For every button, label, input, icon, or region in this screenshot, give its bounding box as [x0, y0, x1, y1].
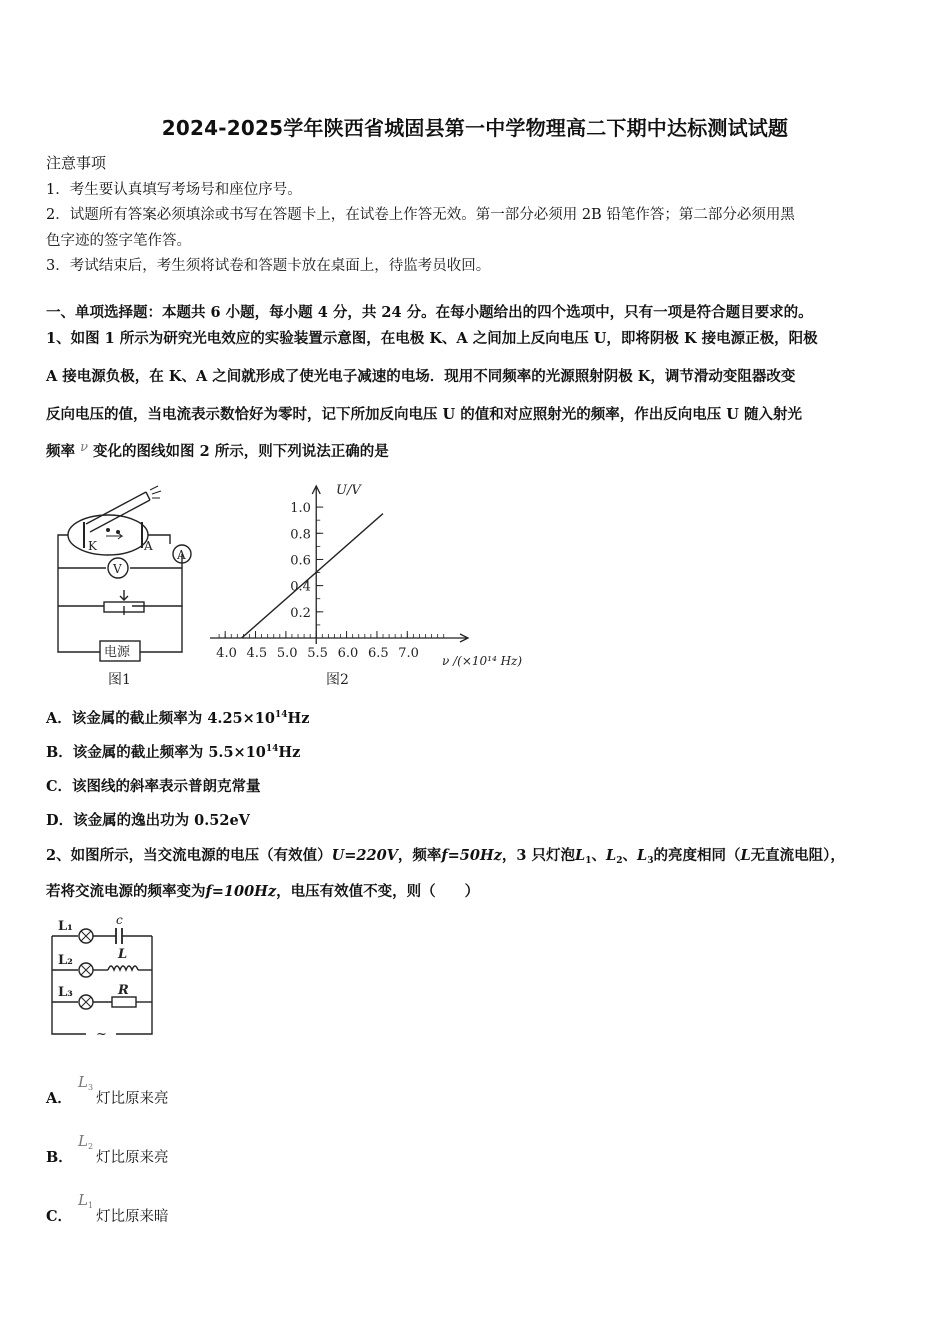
text-span: ，3 只灯泡: [501, 847, 576, 864]
question-1-line: 1、如图 1 所示为研究光电效应的实验装置示意图，在电极 K、A 之间加上反向电压 U，即将阴极 K 接电源正极，阳极: [46, 330, 818, 347]
symbol-sub: 2: [87, 1142, 94, 1151]
light-source: [86, 492, 150, 532]
option-unit: Hz: [287, 710, 310, 727]
label-k: K: [88, 539, 97, 553]
notice-item: 2．试题所有答案必须填涂或书写在答题卡上，在试卷上作答无效。第一部分必须用 2B 铅笔作答；第二部分必须用黑: [46, 207, 795, 223]
figure-q2-circuit: [46, 912, 161, 1040]
voltage-value: U=220V: [331, 847, 398, 864]
label-l: L: [118, 947, 128, 962]
chart-x-tick-label: 6.0: [337, 646, 359, 661]
voltmeter-label: V: [113, 562, 122, 576]
q2-option-a[interactable]: [46, 1087, 72, 1108]
resistor: [112, 997, 136, 1007]
lamp-sub: 2: [616, 856, 623, 866]
frequency-value: f=100Hz: [205, 883, 277, 900]
figure-2-chart: [206, 478, 536, 692]
option-sup: 14: [265, 744, 279, 754]
chart-x-tick-label: 5.0: [276, 646, 298, 661]
chart-y-axis-label: U/V: [336, 483, 361, 498]
q1-option-b[interactable]: [46, 741, 300, 762]
question-1-line: A 接电源负极，在 K、A 之间就形成了使光电子减速的电场．现用不同频率的光源照射阴极 K，调节滑动变阻器改变: [46, 368, 796, 385]
option-text: 该金属的截止频率为 5.5×10: [72, 744, 266, 761]
option-text: 灯比原来亮: [96, 1091, 169, 1107]
chart-x-tick-label: 4.0: [216, 646, 237, 661]
option-text: 灯比原来亮: [96, 1150, 169, 1166]
symbol-sub: 1: [87, 1201, 94, 1210]
q1-option-a[interactable]: [46, 707, 309, 728]
lamp-sub: 1: [585, 856, 592, 866]
capacitor: [116, 928, 122, 944]
symbol-sub: 3: [87, 1083, 94, 1092]
label-a: A: [144, 539, 153, 553]
notice-item: 3．考试结束后，考生须将试卷和答题卡放在桌面上，待监考员收回。: [46, 258, 491, 274]
symbol-letter: L: [78, 1073, 88, 1091]
chart-x-tick-label: 5.5: [307, 646, 328, 661]
text-span: 的亮度相同（: [653, 847, 741, 864]
figure-1-caption: 图1: [108, 672, 131, 688]
q1-option-c[interactable]: [46, 775, 261, 796]
chart-y-tick-label: 0.4: [290, 579, 311, 595]
source-label: 电源: [104, 645, 131, 660]
option-letter: C．: [46, 778, 73, 795]
option-letter: A．: [46, 1090, 72, 1107]
label-r: R: [118, 983, 129, 998]
notice-item: 色字迹的签字笔作答。: [46, 233, 191, 249]
chart-y-tick-label: 0.6: [290, 553, 311, 569]
notice-heading: 注意事项: [46, 154, 107, 172]
text-span: 2、如图所示，当交流电源的电压（有效值）: [46, 847, 332, 864]
option-text: 该金属的截止频率为 4.25×10: [71, 710, 275, 727]
option-letter: B．: [46, 744, 73, 761]
symbol-letter: L: [78, 1191, 88, 1209]
phototube: [68, 515, 148, 555]
label-l1: L₁: [58, 919, 73, 934]
option-letter: A．: [46, 710, 72, 727]
question-1-line-last: [46, 440, 389, 461]
text-span: 、: [622, 847, 637, 864]
text-span: 、: [591, 847, 607, 864]
q2-option-c[interactable]: [46, 1205, 72, 1226]
chart-y-tick-label: 0.8: [290, 527, 311, 543]
question-2-line: [46, 844, 845, 866]
lamp-symbol: L: [636, 847, 648, 864]
text-span: 若将交流电源的频率变为: [46, 883, 206, 900]
text-span: 变化的图线如图 2 所示，则下列说法正确的是: [93, 443, 389, 460]
chart-x-tick-label: 4.5: [246, 646, 268, 661]
lamp-symbol: L: [606, 847, 617, 864]
question-1-line: 反向电压的值，当电流表示数恰好为零时，记下所加反向电压 U 的值和对应照射光的频率，作出反向电压 U 随入射光: [46, 406, 802, 423]
inductor: [108, 966, 138, 970]
question-2-line: [46, 880, 479, 901]
lamp-symbol: L: [575, 847, 586, 864]
label-l3: L₃: [58, 985, 73, 1000]
text-span: ，电压有效值不变，则（ ）: [276, 883, 480, 900]
nu-symbol: ν: [80, 440, 88, 455]
option-sup: 14: [274, 710, 288, 720]
option-letter: D．: [46, 812, 74, 829]
option-letter: B．: [46, 1149, 73, 1166]
symbol-letter: L: [78, 1132, 88, 1150]
q1-option-d[interactable]: [46, 809, 250, 830]
ac-source-label: ~: [96, 1027, 107, 1040]
option-text: 该金属的逸出功为 0.52eV: [73, 812, 250, 829]
ammeter-label: A: [177, 548, 186, 562]
text-span: 无直流电阻），: [750, 847, 845, 864]
notice-item: 1．考生要认真填写考场号和座位序号。: [46, 182, 302, 198]
chart-x-tick-label: 7.0: [398, 646, 419, 661]
option-unit: Hz: [278, 744, 301, 761]
inductor-symbol: L: [740, 847, 751, 864]
chart-y-tick-label: 0.2: [290, 605, 311, 621]
chart-x-tick-label: 6.5: [367, 646, 389, 661]
text-span: 频率: [46, 443, 75, 460]
frequency-value: f=50Hz: [441, 847, 502, 864]
q2-option-b[interactable]: [46, 1146, 73, 1167]
text-span: ，频率: [397, 847, 442, 864]
lamp-symbol-l1: [78, 1191, 93, 1210]
label-c: c: [116, 913, 123, 927]
page-title: 2024-2025学年陕西省城固县第一中学物理高二下期中达标测试试题: [161, 116, 789, 140]
figure-1-circuit: [46, 478, 206, 692]
figure-2-caption: 图2: [326, 672, 349, 688]
chart-x-axis-label: ν /(×10¹⁴ Hz): [442, 654, 523, 668]
option-text: 该图线的斜率表示普朗克常量: [72, 778, 261, 795]
option-text: 灯比原来暗: [96, 1209, 169, 1225]
option-letter: C．: [46, 1208, 73, 1225]
label-l2: L₂: [58, 953, 73, 968]
chart-y-tick-label: 1.0: [290, 501, 311, 517]
lamp-symbol-l3: [78, 1073, 93, 1092]
lamp-sub: 3: [647, 856, 654, 866]
section-heading: 一、单项选择题：本题共 6 小题，每小题 4 分，共 24 分。在每小题给出的四个选项中，只有一项是符合题目要求的。: [46, 304, 813, 321]
chart-series-line: [242, 514, 383, 638]
lamp-symbol-l2: [78, 1132, 93, 1151]
